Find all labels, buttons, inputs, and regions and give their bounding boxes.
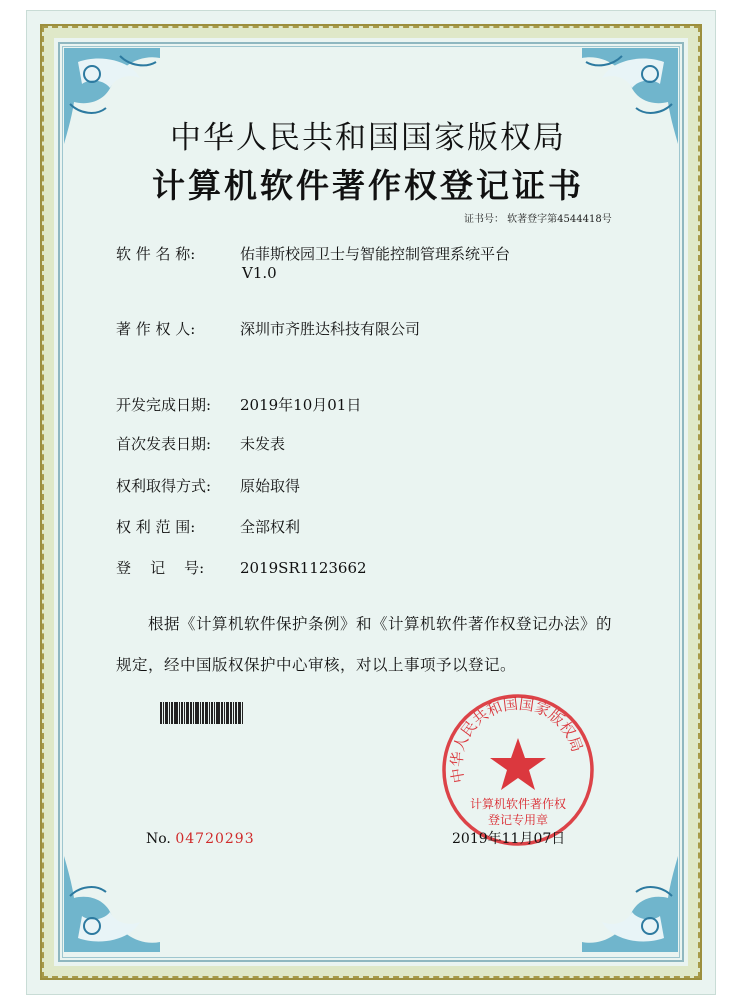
field-value: 全部权利 bbox=[240, 518, 301, 536]
field-value: 未发表 bbox=[240, 435, 286, 453]
serial-number bbox=[146, 831, 255, 847]
field-label: 权利取得方式: bbox=[116, 477, 212, 495]
field-label: 软 件 名 称: bbox=[116, 245, 196, 263]
field-software-version: V1.0 bbox=[242, 264, 277, 282]
field-copyright-owner bbox=[116, 318, 420, 339]
field-publish-date bbox=[116, 433, 285, 454]
field-software-name bbox=[116, 243, 510, 264]
field-value: 原始取得 bbox=[240, 477, 301, 495]
seal-ring-text: 中华人民共和国国家版权局 bbox=[447, 694, 587, 785]
corner-ornament-icon bbox=[572, 846, 682, 956]
field-label: 著 作 权 人: bbox=[116, 320, 196, 338]
field-acquisition-method bbox=[116, 475, 300, 496]
serial-label: No. bbox=[146, 831, 171, 847]
body-paragraph-line2: 规定，经中国版权保护中心审核，对以上事项予以登记。 bbox=[116, 656, 517, 674]
field-value: 深圳市齐胜达科技有限公司 bbox=[240, 320, 421, 338]
field-label: 开发完成日期: bbox=[116, 396, 212, 414]
issue-date: 2019年11月07日 bbox=[452, 831, 566, 847]
body-paragraph-line1: 根据《计算机软件保护条例》和《计算机软件著作权登记办法》的 bbox=[148, 615, 613, 633]
certificate-number: 证书号： 软著登字第4544418号 bbox=[464, 214, 612, 225]
field-completion-date bbox=[116, 394, 361, 415]
field-label: 登 记 号: bbox=[116, 559, 205, 577]
field-value: 2019年10月01日 bbox=[240, 396, 362, 414]
seal-line2: 登记专用章 bbox=[487, 813, 549, 827]
field-rights-scope bbox=[116, 516, 300, 537]
seal-line1: 计算机软件著作权 bbox=[469, 797, 567, 811]
field-label: 首次发表日期: bbox=[116, 435, 212, 453]
certificate-title: 计算机软件著作权登记证书 bbox=[152, 166, 584, 205]
star-icon bbox=[490, 738, 546, 790]
official-seal bbox=[438, 690, 598, 850]
field-registration-number bbox=[116, 557, 367, 578]
field-value: 2019SR1123662 bbox=[240, 559, 367, 577]
serial-value: 04720293 bbox=[175, 831, 255, 847]
field-value: 佑菲斯校园卫士与智能控制管理系统平台 bbox=[240, 245, 511, 263]
issuer-heading: 中华人民共和国国家版权局 bbox=[170, 120, 566, 156]
barcode-icon bbox=[160, 702, 270, 724]
field-label: 权 利 范 围: bbox=[116, 518, 196, 536]
corner-ornament-icon bbox=[60, 846, 170, 956]
